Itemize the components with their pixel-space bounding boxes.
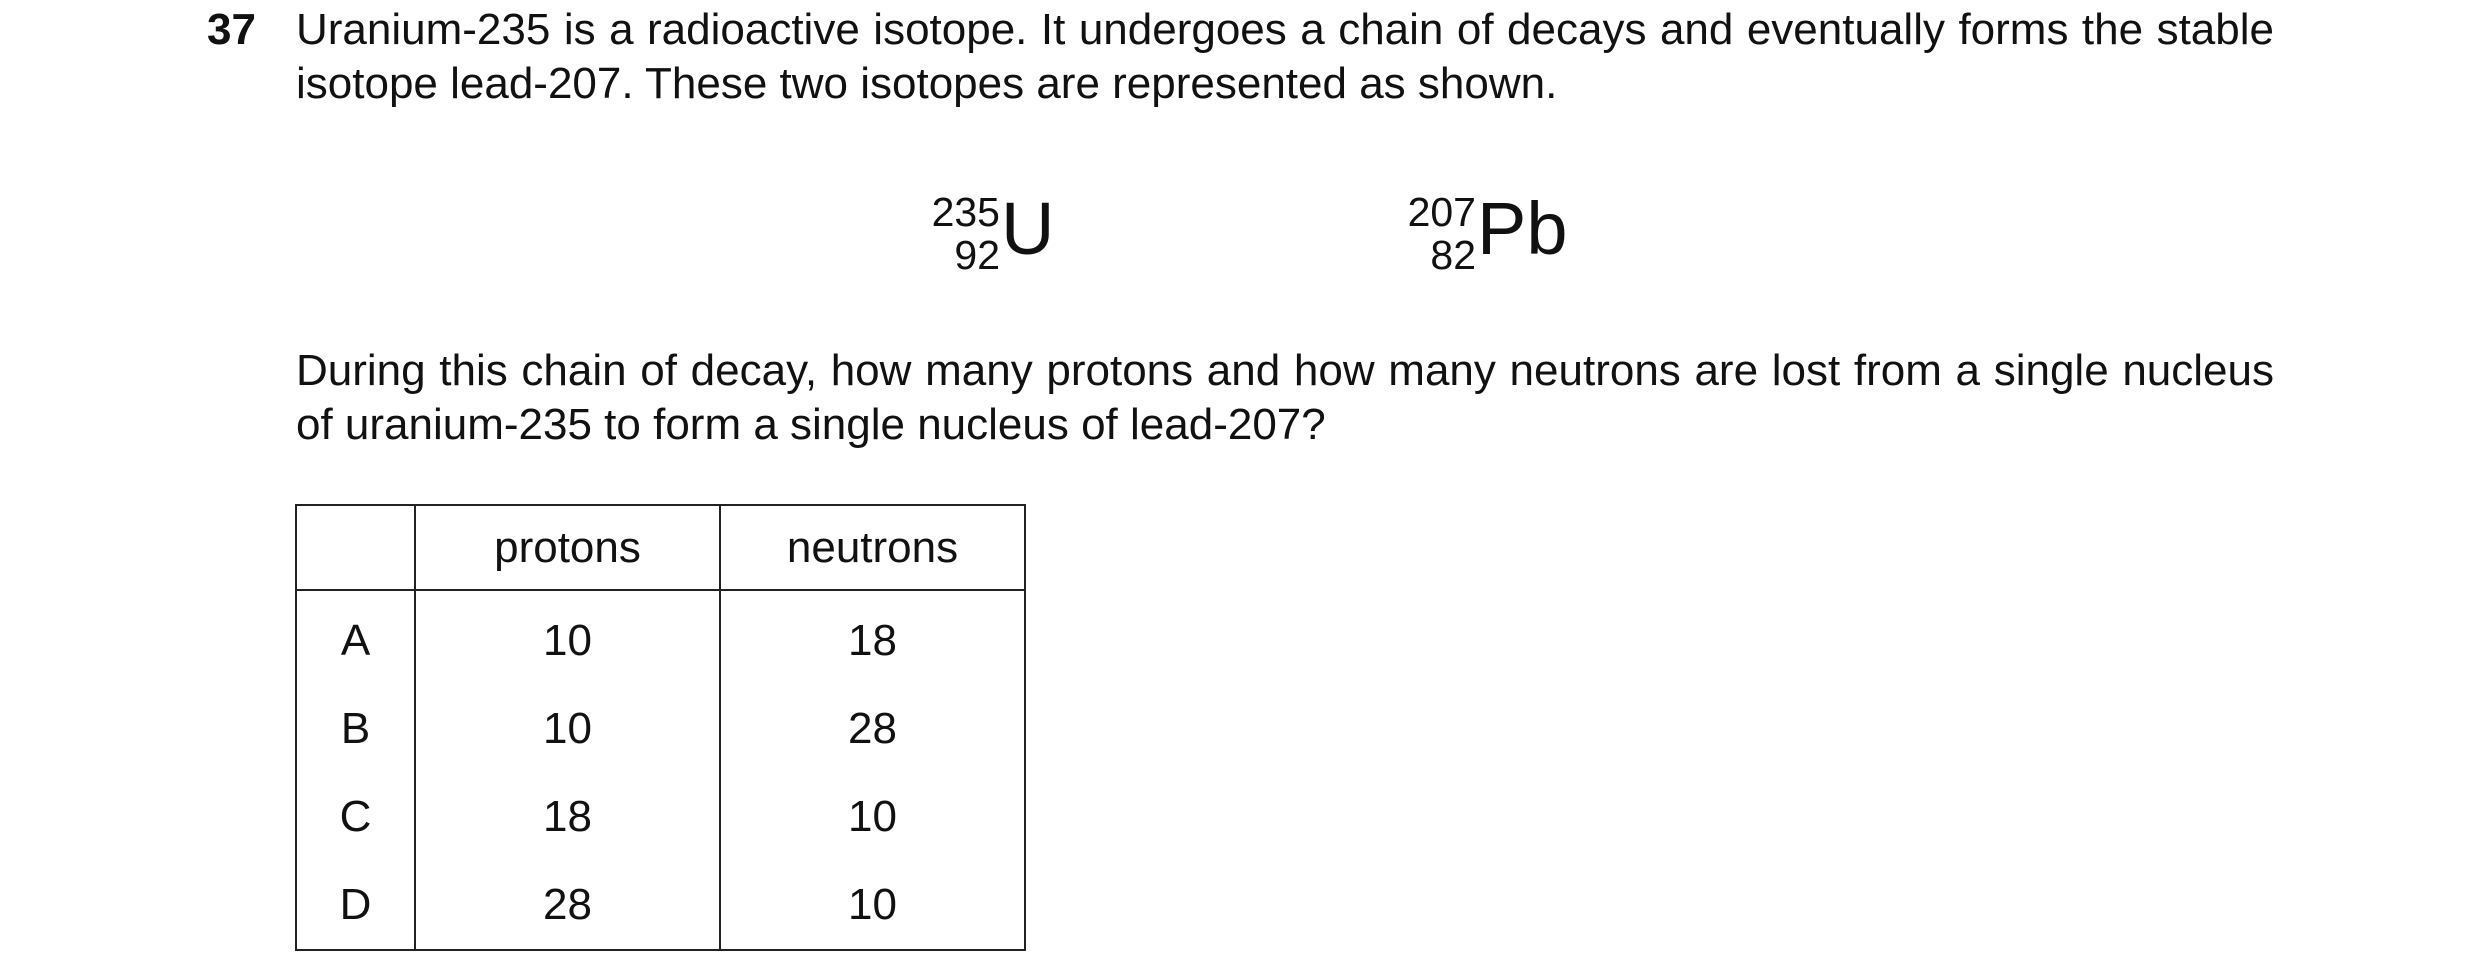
protons-value: 18 — [415, 773, 720, 861]
protons-value: 10 — [415, 590, 720, 685]
table-row — [296, 590, 1025, 685]
neutrons-value: 10 — [720, 861, 1025, 950]
element-symbol: U — [1001, 187, 1055, 270]
atomic-number: 82 — [1430, 232, 1476, 278]
option-letter: D — [296, 861, 415, 950]
protons-value: 10 — [415, 685, 720, 773]
neutrons-value: 18 — [720, 590, 1025, 685]
question-stem: Uranium-235 is a radioactive isotope. It undergoes a chain of decays and eventually forms the stable isotope lead-207. These two isotopes are represented as shown. — [296, 5, 2274, 108]
mass-number: 235 — [931, 189, 1000, 235]
isotope-lead — [1386, 180, 1646, 290]
atomic-number: 92 — [954, 232, 1000, 278]
table-row — [296, 861, 1025, 950]
header-protons: protons — [415, 505, 720, 590]
answer-table — [295, 504, 1026, 951]
question-number: 37 — [207, 5, 256, 54]
mass-number: 207 — [1407, 189, 1476, 235]
option-letter: B — [296, 685, 415, 773]
question-prompt: During this chain of decay, how many protons and how many neutrons are lost from a single nucleus of uranium-235 to form a single nucleus of lead-207? — [296, 346, 2274, 449]
element-symbol: Pb — [1477, 187, 1568, 270]
protons-value: 28 — [415, 861, 720, 950]
table-row — [296, 773, 1025, 861]
neutrons-value: 10 — [720, 773, 1025, 861]
option-letter: C — [296, 773, 415, 861]
isotope-uranium — [910, 180, 1110, 290]
neutrons-value: 28 — [720, 685, 1025, 773]
option-letter: A — [296, 590, 415, 685]
header-neutrons: neutrons — [720, 505, 1025, 590]
header-option — [296, 505, 415, 590]
table-header-row — [296, 505, 1025, 590]
table-row — [296, 685, 1025, 773]
